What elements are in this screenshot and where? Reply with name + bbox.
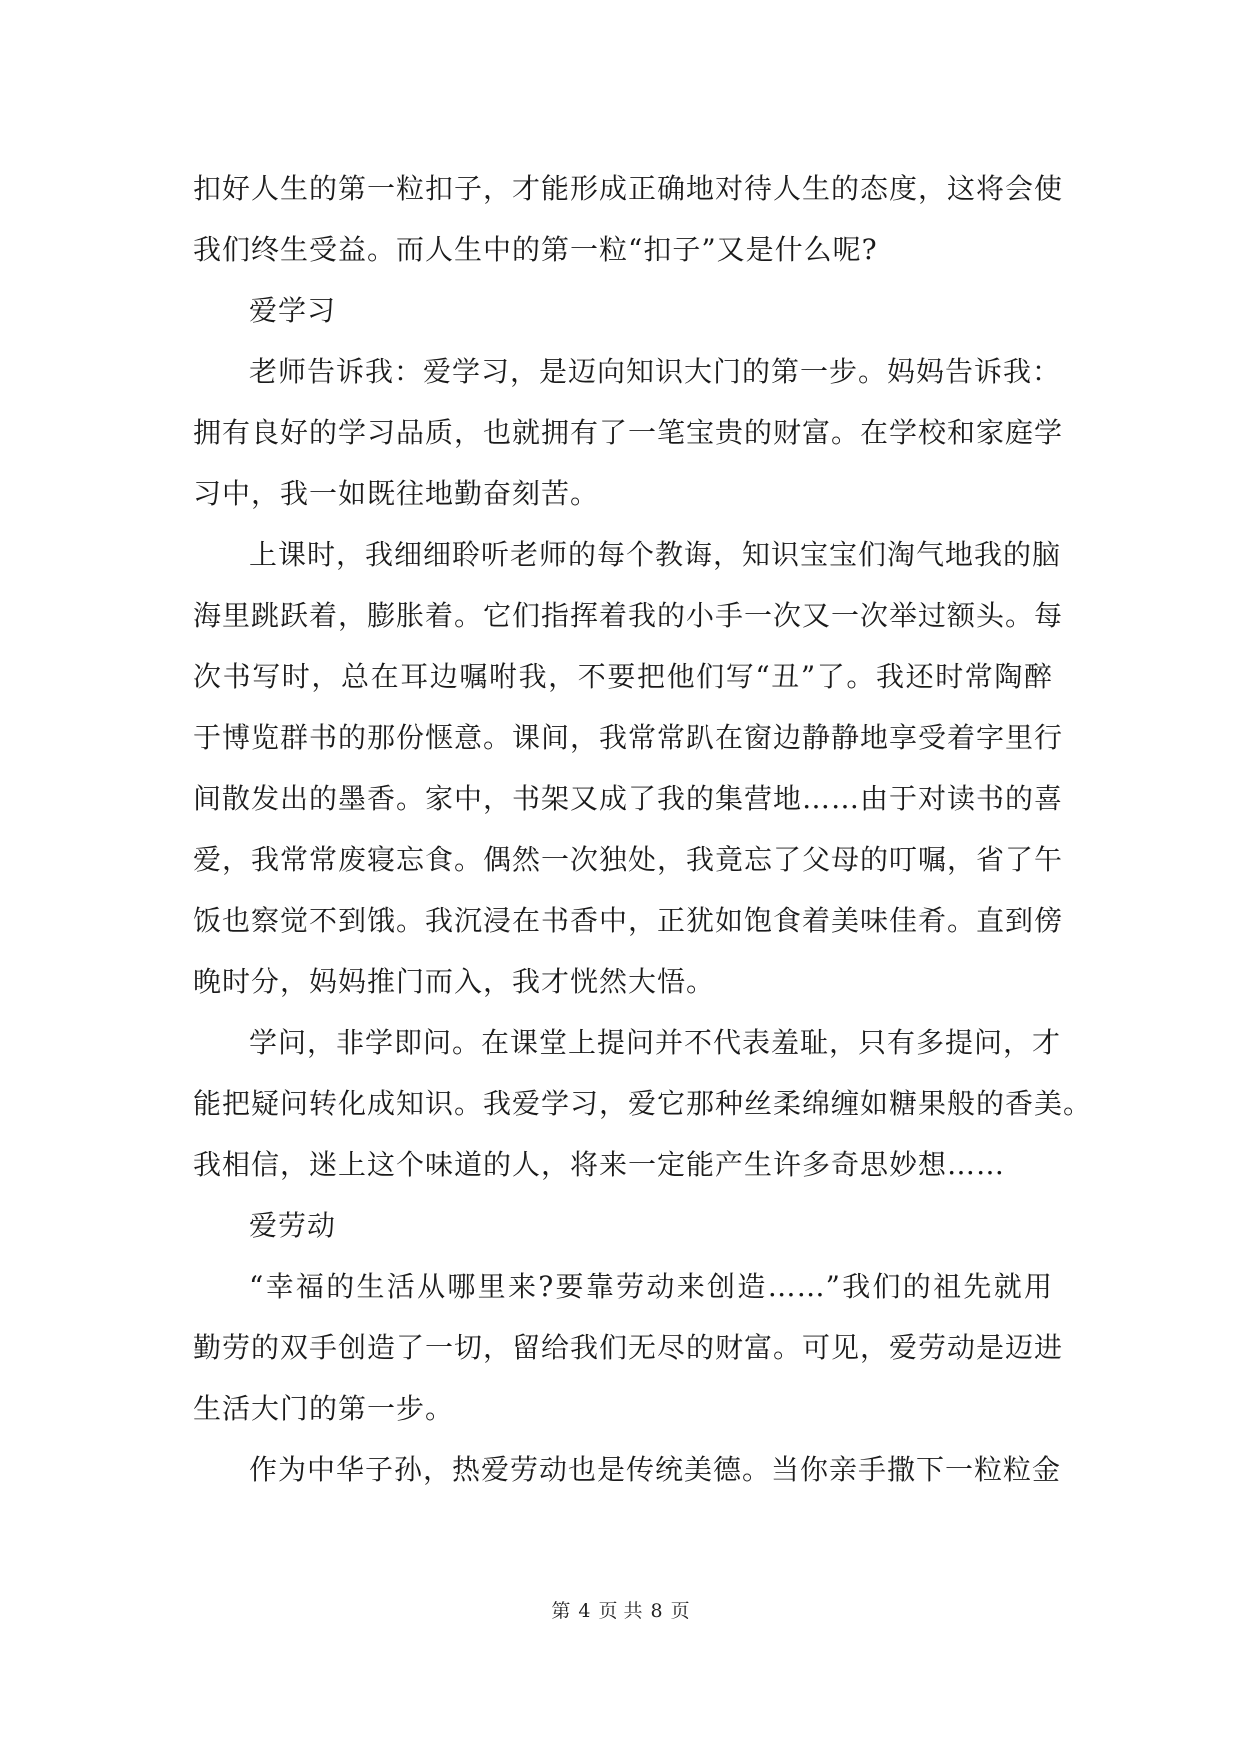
paragraph-line: 海里跳跃着，膨胀着。它们指挥着我的小手一次又一次举过额头。每 [193,599,1064,632]
footer-suffix: 页 [670,1600,690,1622]
section-heading: 爱学习 [249,294,337,327]
paragraph-line: 间散发出的墨香。家中，书架又成了我的集营地……由于对读书的喜 [193,782,1064,815]
paragraph-line: 我们终生受益。而人生中的第一粒“扣子”又是什么呢? [193,233,878,266]
footer-middle: 页 共 [598,1600,643,1622]
paragraph-line: 上课时，我细细聆听老师的每个教诲，知识宝宝们淘气地我的脑 [249,538,1062,571]
section-heading: 爱劳动 [249,1209,337,1242]
footer-prefix: 第 [551,1600,571,1622]
paragraph-line: 次书写时，总在耳边嘱咐我，不要把他们写“丑”了。我还时常陶醉 [193,660,1053,693]
paragraph-line: 饭也察觉不到饿。我沉浸在书香中，正犹如饱食着美味佳肴。直到傍 [193,904,1064,937]
paragraph-line: 能把疑问转化成知识。我爱学习，爱它那种丝柔绵缠如糖果般的香美。 [193,1087,1093,1120]
paragraph-line: 爱，我常常废寝忘食。偶然一次独处，我竟忘了父母的叮嘱，省了午 [193,843,1064,876]
paragraph-line: 习中，我一如既往地勤奋刻苦。 [193,477,600,510]
paragraph-line: 扣好人生的第一粒扣子，才能形成正确地对待人生的态度，这将会使 [193,172,1064,205]
paragraph-line: 于博览群书的那份惬意。课间，我常常趴在窗边静静地享受着字里行 [193,721,1064,754]
paragraph-line: 学问，非学即问。在课堂上提问并不代表羞耻，只有多提问，才 [249,1026,1062,1059]
paragraph-line: 拥有良好的学习品质，也就拥有了一笔宝贵的财富。在学校和家庭学 [193,416,1064,449]
paragraph-line: 老师告诉我：爱学习，是迈向知识大门的第一步。妈妈告诉我： [249,355,1062,388]
total-page-count: 8 [650,1600,663,1622]
paragraph-line: “幸福的生活从哪里来?要靠劳动来创造……”我们的祖先就用 [249,1270,1053,1303]
page-footer [0,1596,1241,1623]
paragraph-line: 生活大门的第一步。 [193,1392,455,1425]
paragraph-line: 晚时分，妈妈推门而入，我才恍然大悟。 [193,965,716,998]
page-body [193,158,1093,1500]
paragraph-line: 我相信，迷上这个味道的人，将来一定能产生许多奇思妙想…… [193,1148,1006,1181]
current-page-number: 4 [578,1600,591,1622]
paragraph-line: 勤劳的双手创造了一切，留给我们无尽的财富。可见，爱劳动是迈进 [193,1331,1064,1364]
paragraph-line: 作为中华子孙，热爱劳动也是传统美德。当你亲手撒下一粒粒金 [249,1453,1062,1486]
